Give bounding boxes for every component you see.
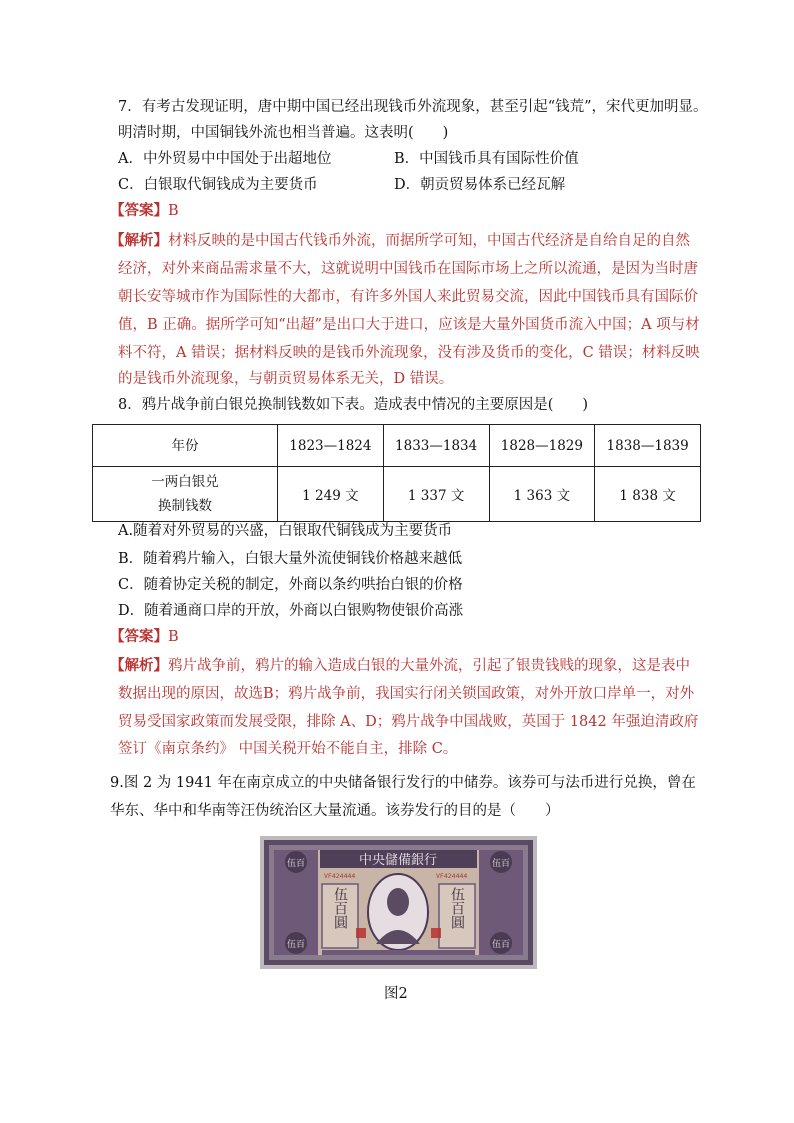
table-value-cell: 1 363 文	[489, 467, 595, 522]
q7-option-a: A．中外贸易中中国处于出超地位	[118, 151, 332, 167]
denomination-text: 伍百圓	[449, 887, 465, 929]
bank-name-text: 中央儲備銀行	[358, 853, 438, 868]
serial-number: VF424444	[436, 872, 468, 880]
row-label-line1: 一两白银兑	[151, 474, 219, 490]
table-value-cell: 1 838 文	[595, 467, 701, 522]
q8-stem: 8．鸦片战争前白银兑换制钱数如下表。造成表中情况的主要原因是( )	[118, 397, 589, 413]
table-year-cell: 1838—1839	[595, 425, 701, 467]
table-year-cell: 1828—1829	[489, 425, 595, 467]
q7-analysis-line6: 的是钱币外流现象，与朝贡贸易体系无关，D 错误。	[118, 371, 454, 387]
q7-answer	[110, 200, 179, 222]
q8-option-b: B．随着鸦片输入，白银大量外流使铜钱价格越来越低	[118, 551, 463, 567]
q9-stem-line2: 华东、华中和华南等汪伪统治区大量流通。该券发行的目的是（ ）	[110, 803, 560, 819]
corner-value-text: 伍百	[286, 940, 306, 950]
analysis-tag: 【解析】	[110, 657, 168, 674]
q7-stem-line1: 7．有考古发现证明，唐中期中国已经出现钱币外流现象，甚至引起“钱荒”，宋代更加明显。	[118, 99, 708, 115]
table-year-cell: 1823—1824	[278, 425, 384, 467]
q7-analysis-line4: 值，B 正确。据所学可知“出超”是出口大于进口，应该是大量外国货币流入中国；A 项与材	[118, 317, 700, 333]
q7-analysis-line5: 料不符，A 错误；据材料反映的是钱币外流现象，没有涉及货币的变化，C 错误；材料反映	[118, 345, 700, 361]
q7-option-d: D．朝贡贸易体系已经瓦解	[394, 177, 566, 193]
analysis-tag: 【解析】	[110, 232, 168, 249]
q8-analysis-line1	[110, 655, 690, 677]
q7-option-b: B．中国钱币具有国际性价值	[394, 151, 579, 167]
q8-option-c: C．随着协定关税的制定，外商以条约哄抬白银的价格	[118, 577, 463, 593]
banknote-image	[260, 836, 537, 969]
table-row	[93, 467, 701, 522]
answer-tag: 【答案】	[110, 202, 168, 219]
q8-option-a: A.随着对外贸易的兴盛，白银取代铜钱成为主要货币	[118, 523, 453, 539]
red-seal	[431, 928, 441, 938]
analysis-text: 鸦片战争前，鸦片的输入造成白银的大量外流，引起了银贵钱贱的现象，这是表中	[168, 658, 690, 674]
q8-analysis-line2: 数据出现的原因，故选B；鸦片战争前，我国实行闭关锁国政策，对外开放口岸单一，对外	[118, 686, 695, 702]
figure-caption: 图2	[384, 986, 408, 1002]
denomination-text: 伍百圓	[332, 887, 348, 929]
q8-answer	[110, 626, 179, 648]
answer-tag: 【答案】	[110, 628, 168, 645]
table-value-cell: 1 249 文	[278, 467, 384, 522]
q7-analysis-line3: 朝长安等城市作为国际性的大都市，有许多外国人来此贸易交流，因此中国钱币具有国际价	[118, 289, 698, 305]
corner-value-text: 伍百	[286, 859, 306, 869]
answer-value: B	[168, 629, 179, 645]
q8-option-d: D．随着通商口岸的开放，外商以白银购物使银价高涨	[118, 603, 464, 619]
q7-analysis-line1	[110, 230, 690, 252]
q7-analysis-line2: 经济，对外来商品需求量不大，这就说明中国钱币在国际市场上之所以流通，是因为当时唐	[118, 261, 698, 277]
q7-stem-line2: 明清时期，中国铜钱外流也相当普遍。这表明( )	[118, 125, 449, 141]
red-seal	[356, 928, 366, 938]
serial-number: VF424444	[324, 872, 356, 880]
q8-analysis-line4: 签订《南京条约》 中国关税开始不能自主，排除 C。	[118, 741, 458, 757]
corner-value-text: 伍百	[491, 859, 511, 869]
q8-analysis-line3: 贸易受国家政策而发展受限，排除 A、D；鸦片战争中国战败，英国于 1842 年强迫清政府	[118, 714, 699, 730]
table-header-label: 年份	[93, 425, 278, 467]
portrait-head	[387, 888, 409, 916]
table-value-cell: 1 337 文	[383, 467, 489, 522]
table-row-label	[93, 467, 278, 522]
analysis-text: 材料反映的是中国古代钱币外流，而据所学可知，中国古代经济是自给自足的自然	[168, 233, 690, 249]
q9-stem-line1: 9.图 2 为 1941 年在南京成立的中央储备银行发行的中储券。该券可与法币进行兑换，曾在	[110, 775, 696, 791]
row-label-line2: 换制钱数	[158, 498, 212, 514]
corner-value-text: 伍百	[491, 940, 511, 950]
table-row	[93, 425, 701, 467]
q7-option-c: C．白银取代铜钱成为主要货币	[118, 177, 318, 193]
table-year-cell: 1833—1834	[383, 425, 489, 467]
answer-value: B	[168, 203, 179, 219]
silver-exchange-table	[92, 424, 701, 522]
